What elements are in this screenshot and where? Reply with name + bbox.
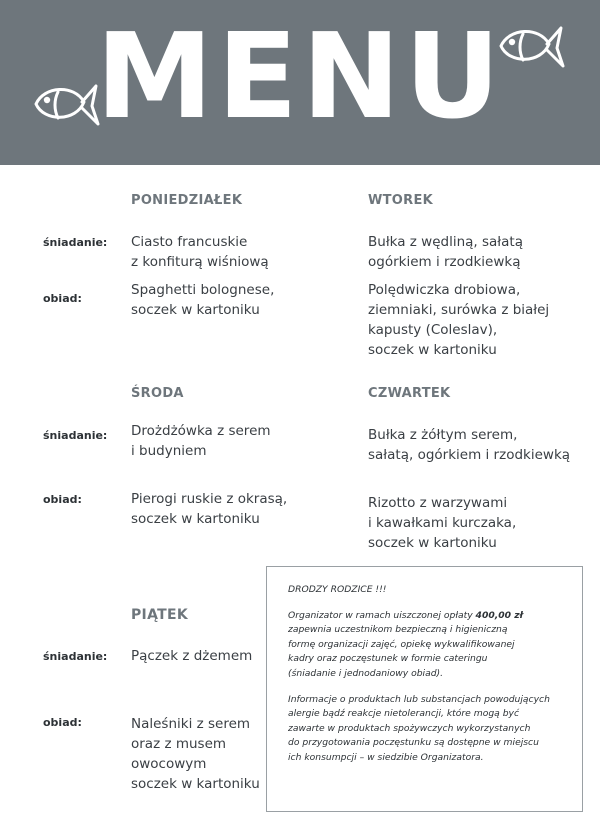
monday-lunch: Spaghetti bolognese, soczek w kartoniku xyxy=(131,282,275,318)
fish-icon xyxy=(495,20,567,72)
fish-icon xyxy=(30,78,102,130)
breakfast-label: śniadanie: xyxy=(43,429,108,442)
tuesday-breakfast: Bułka z wędliną, sałatą ogórkiem i rzodkiewką xyxy=(368,234,523,270)
page-title: MENU xyxy=(95,7,505,145)
friday-lunch: Naleśniki z serem oraz z musem owocowym soczek w kartoniku xyxy=(131,716,260,792)
parents-notice-box xyxy=(266,566,583,812)
breakfast-label: śniadanie: xyxy=(43,650,108,663)
tuesday-lunch: Polędwiczka drobiowa, ziemniaki, surówka z białej kapusty (Coleslav), soczek w kartoniku xyxy=(368,282,550,358)
wednesday-breakfast: Drożdżówka z serem i budyniem xyxy=(131,423,271,459)
notice-paragraph-allergens: Informacje o produktach lub substancjach powodujących alergie bądź reakcje nietolerancji, które mogą być zawarte w produktach spożywczych wykorzystanych do przygotowania poczęstunku są dostępne w miejscu ich konsumpcji – w siedzibie Organizatora. xyxy=(288,693,550,763)
day-heading-wednesday: ŚRODA xyxy=(131,386,184,401)
notice-title: DRODZY RODZICE !!! xyxy=(288,584,387,595)
lunch-label: obiad: xyxy=(43,493,82,506)
lunch-label: obiad: xyxy=(43,292,82,305)
day-heading-friday: PIĄTEK xyxy=(131,607,188,623)
thursday-lunch: Rizotto z warzywami i kawałkami kurczaka, soczek w kartoniku xyxy=(368,495,517,551)
notice-text: zapewnia uczestnikom bezpieczną i higieniczną formę organizacji zajęć, opiekę wykwalifikowanej kadry oraz poczęstunek w formie cateringu (śniadanie i jednodaniowy obiad). xyxy=(288,624,515,679)
notice-fee-amount: 400,00 zł xyxy=(475,609,523,621)
day-heading-thursday: CZWARTEK xyxy=(368,386,451,401)
lunch-label: obiad: xyxy=(43,716,82,729)
day-heading-tuesday: WTOREK xyxy=(368,193,434,208)
day-heading-monday: PONIEDZIAŁEK xyxy=(131,193,243,208)
notice-paragraph-fee xyxy=(288,609,564,682)
monday-breakfast: Ciasto francuskie z konfiturą wiśniową xyxy=(131,234,269,270)
header-banner xyxy=(0,0,600,165)
notice-text: Organizator w ramach uiszczonej opłaty xyxy=(288,609,476,621)
wednesday-lunch: Pierogi ruskie z okrasą, soczek w kartoniku xyxy=(131,491,288,527)
breakfast-label: śniadanie: xyxy=(43,236,108,249)
thursday-breakfast: Bułka z żółtym serem, sałatą, ogórkiem i rzodkiewką xyxy=(368,427,571,463)
friday-breakfast: Pączek z dżemem xyxy=(131,648,253,664)
